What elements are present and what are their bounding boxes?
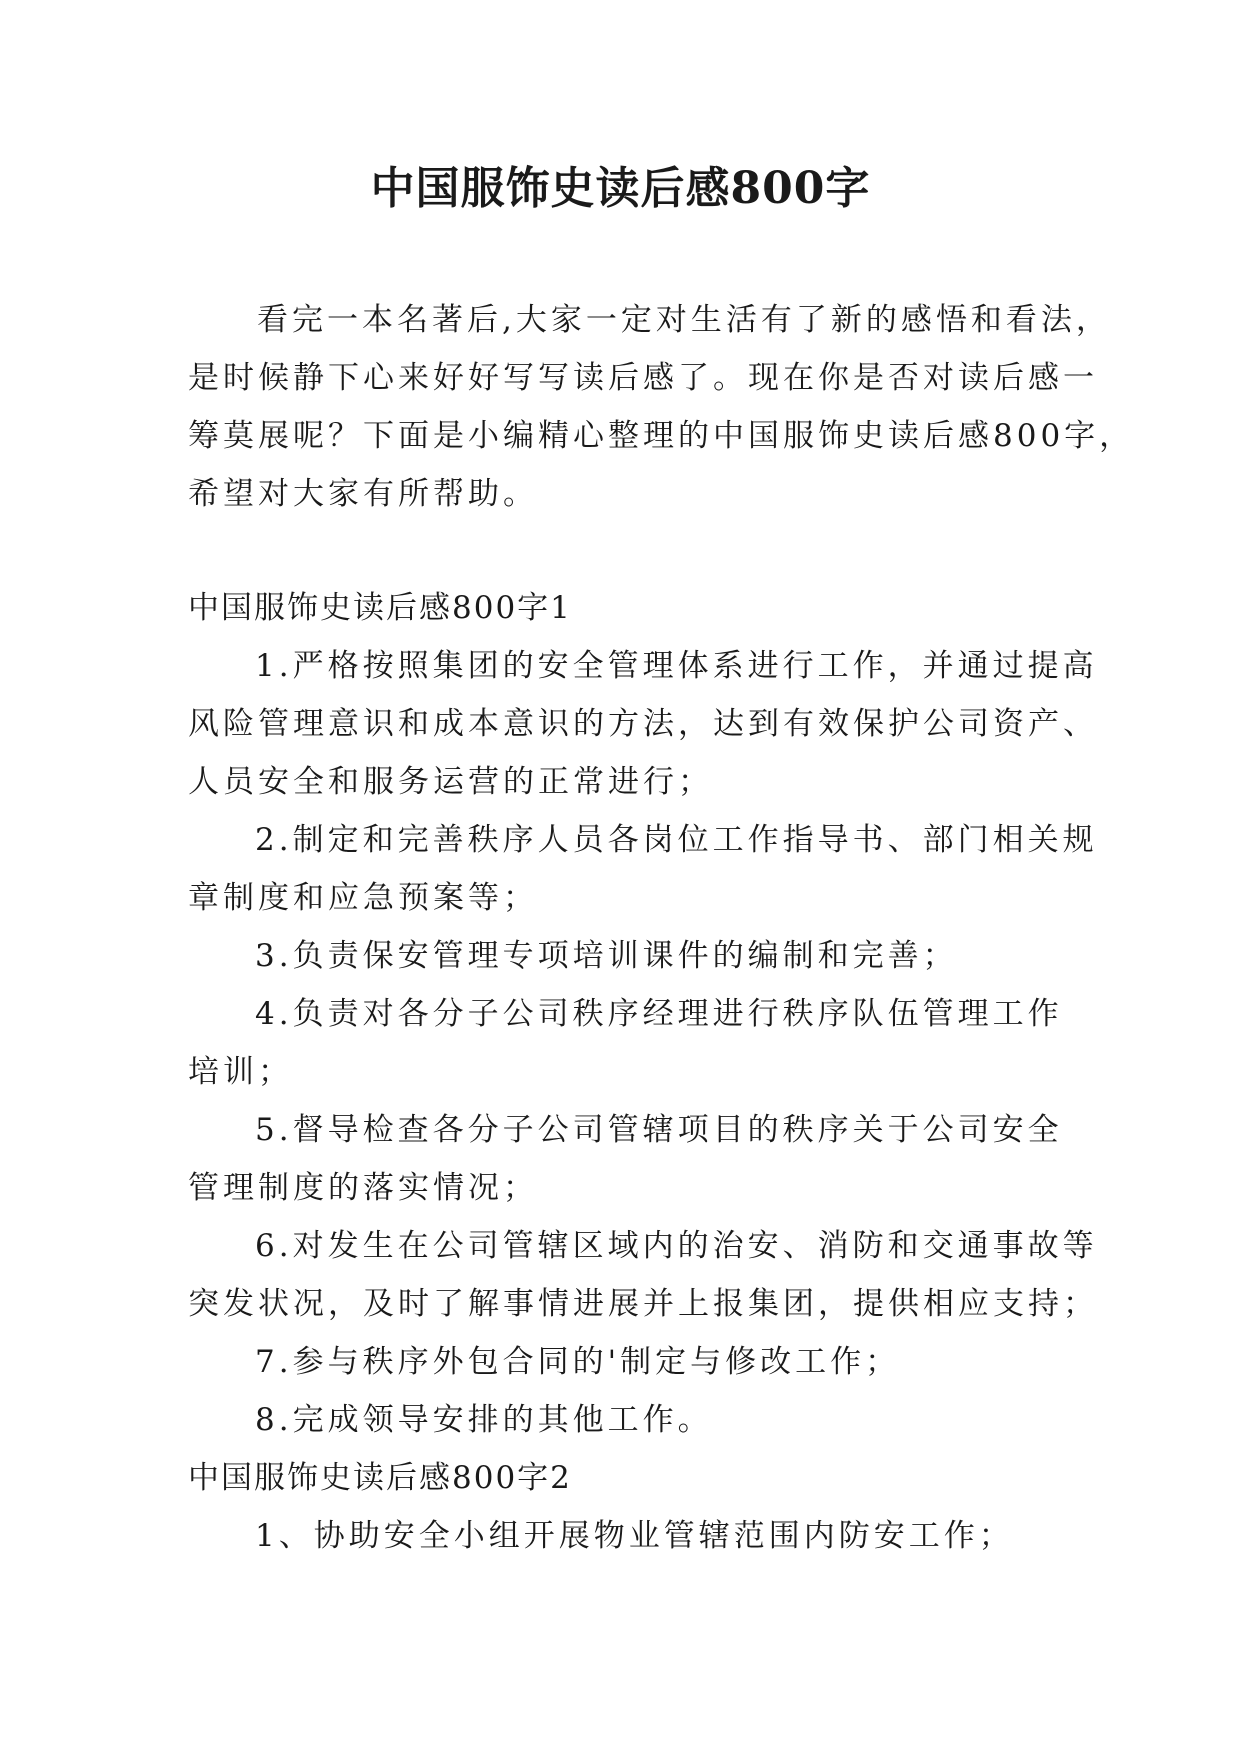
intro-line: 希望对大家有所帮助。 xyxy=(188,476,538,512)
section-line: 突发状况，及时了解事情进展并上报集团，提供相应支持； xyxy=(188,1286,1098,1322)
section-heading: 中国服饰史读后感800字2 xyxy=(188,1460,572,1496)
section-line: 人员安全和服务运营的正常进行； xyxy=(188,764,713,800)
intro-line: 是时候静下心来好好写写读后感了。现在你是否对读后感一 xyxy=(188,360,1098,396)
section-line: 4.负责对各分子公司秩序经理进行秩序队伍管理工作 xyxy=(255,996,1063,1032)
section-line: 8.完成领导安排的其他工作。 xyxy=(255,1402,713,1438)
section-line: 管理制度的落实情况； xyxy=(188,1170,538,1206)
section-line: 3.负责保安管理专项培训课件的编制和完善； xyxy=(255,938,958,974)
intro-line: 看完一本名著后,大家一定对生活有了新的感悟和看法， xyxy=(257,302,1111,338)
section-line: 7.参与秩序外包合同的'制定与修改工作； xyxy=(255,1344,901,1380)
section-line: 5.督导检查各分子公司管辖项目的秩序关于公司安全 xyxy=(255,1112,1063,1148)
section-line: 1、协助安全小组开展物业管辖范围内防安工作； xyxy=(255,1518,1014,1554)
section-line: 2.制定和完善秩序人员各岗位工作指导书、部门相关规 xyxy=(255,822,1098,858)
section-line: 培训； xyxy=(188,1054,293,1090)
section-line: 6.对发生在公司管辖区域内的治安、消防和交通事故等 xyxy=(255,1228,1098,1264)
section-line: 章制度和应急预案等； xyxy=(188,880,538,916)
section-line: 1.严格按照集团的安全管理体系进行工作，并通过提高 xyxy=(255,648,1098,684)
document-title: 中国服饰史读后感800字 xyxy=(370,163,871,214)
section-heading: 中国服饰史读后感800字1 xyxy=(188,590,572,626)
intro-line: 筹莫展呢？下面是小编精心整理的中国服饰史读后感800字， xyxy=(188,418,1135,454)
section-line: 风险管理意识和成本意识的方法，达到有效保护公司资产、 xyxy=(188,706,1098,742)
